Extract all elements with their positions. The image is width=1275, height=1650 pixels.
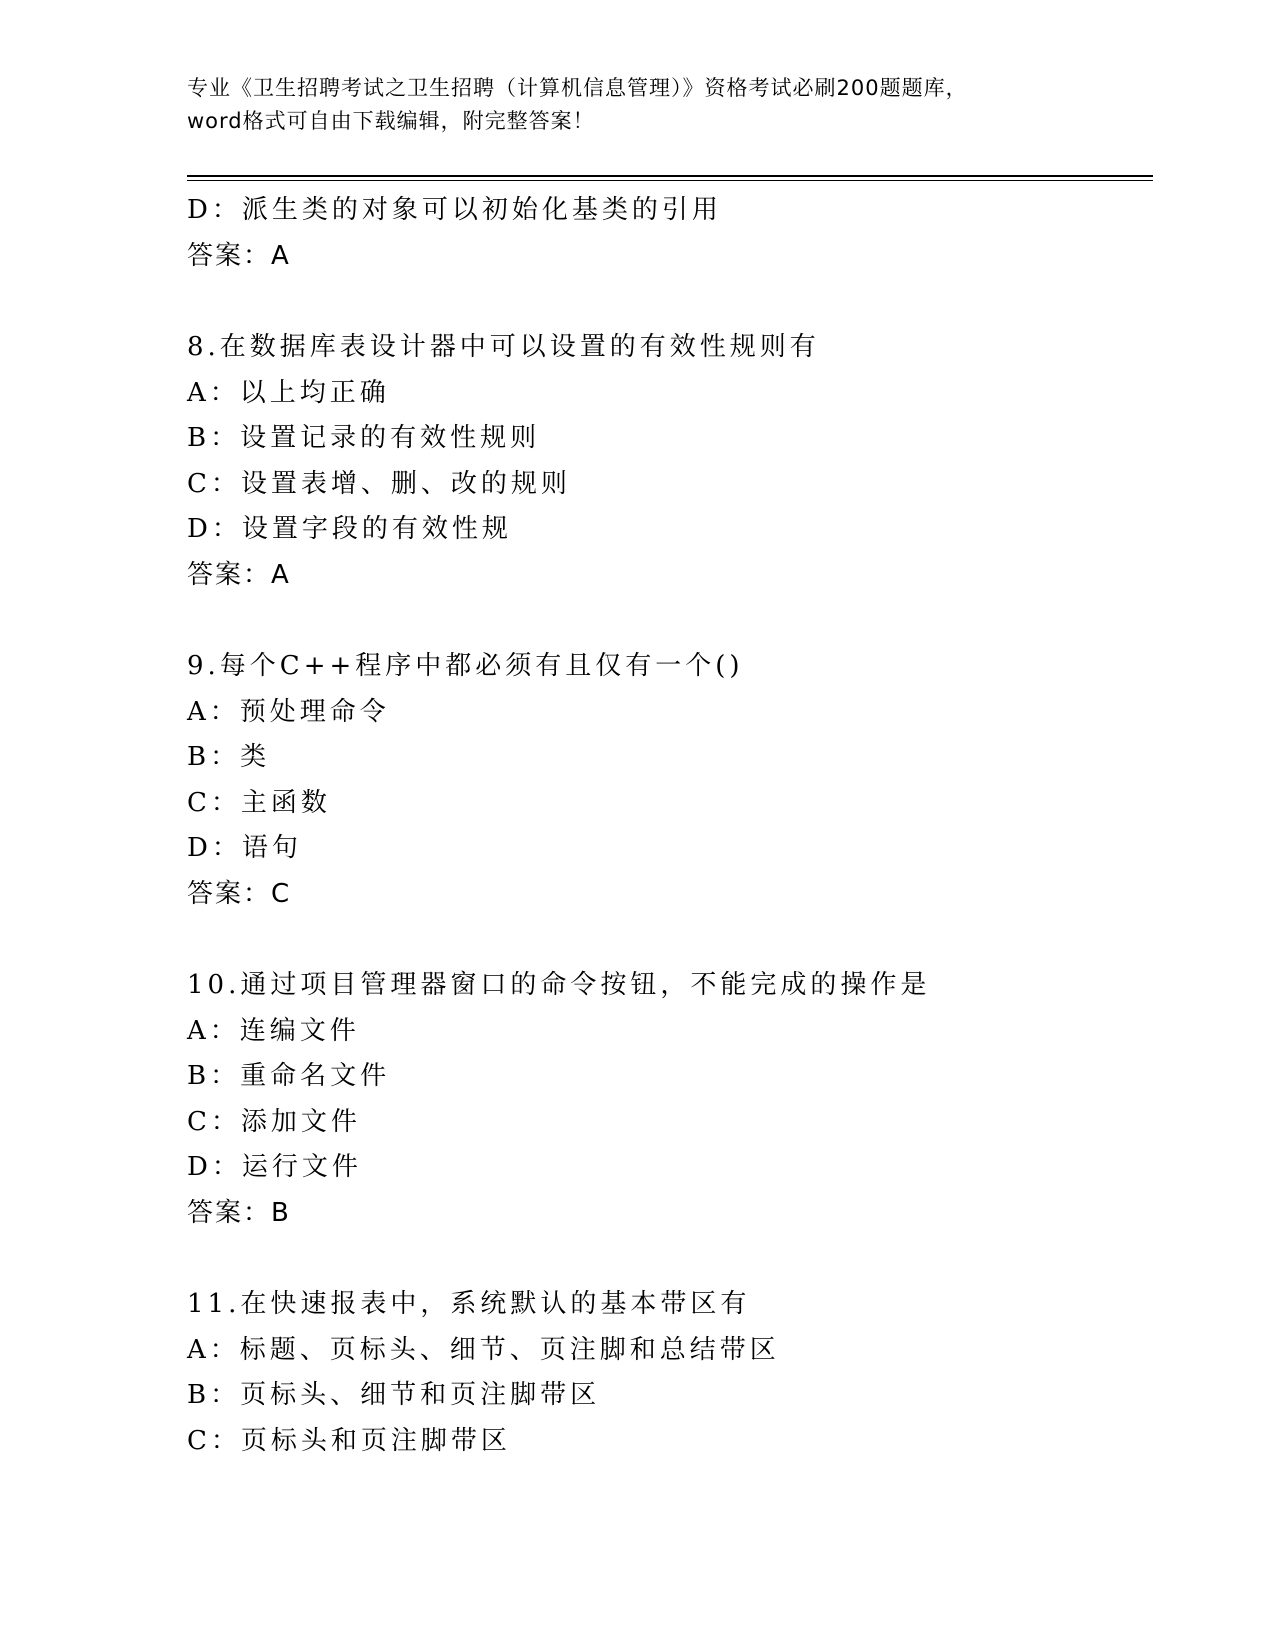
prev-option-d: D：派生类的对象可以初始化基类的引用 (187, 195, 722, 225)
option-b: B：重命名文件 (187, 1061, 391, 1091)
option-d: D：设置字段的有效性规 (187, 514, 512, 544)
option-b: B：设置记录的有效性规则 (187, 423, 541, 453)
option-a: A：以上均正确 (187, 377, 390, 408)
question-8 (187, 325, 1147, 598)
option-a: A：标题、页标头、细节、页注脚和总结带区 (187, 1334, 780, 1365)
question-stem: 10.通过项目管理器窗口的命令按钮，不能完成的操作是 (187, 970, 931, 1000)
option-c: C：主函数 (187, 787, 331, 818)
option-c: C：设置表增、删、改的规则 (187, 468, 571, 499)
header-divider-thick (187, 175, 1153, 177)
document-header (187, 72, 1107, 138)
header-line-1: 专业《卫生招聘考试之卫生招聘（计算机信息管理）》资格考试必刷200题题库， (187, 76, 968, 100)
question-content (187, 188, 1147, 1464)
question-answer: 答案：B (187, 1197, 291, 1228)
option-d: D：运行文件 (187, 1152, 362, 1182)
option-a: A：预处理命令 (187, 696, 390, 727)
option-d: D：语句 (187, 833, 302, 863)
question-answer: 答案：A (187, 559, 291, 590)
question-stem: 8.在数据库表设计器中可以设置的有效性规则有 (187, 332, 820, 362)
question-stem: 11.在快速报表中，系统默认的基本带区有 (187, 1289, 751, 1319)
header-divider-thin (187, 180, 1153, 181)
option-b: B：类 (187, 742, 271, 772)
question-10 (187, 963, 1147, 1236)
question-stem: 9.每个C++程序中都必须有且仅有一个() (187, 651, 744, 681)
prev-answer: 答案：A (187, 240, 291, 271)
option-a: A：连编文件 (187, 1015, 360, 1046)
question-answer: 答案：C (187, 878, 292, 909)
option-b: B：页标头、细节和页注脚带区 (187, 1380, 601, 1410)
question-9 (187, 644, 1147, 917)
question-11 (187, 1282, 1147, 1464)
option-c: C：页标头和页注脚带区 (187, 1425, 511, 1456)
header-line-2: word格式可自由下载编辑，附完整答案！ (187, 109, 595, 133)
option-c: C：添加文件 (187, 1106, 361, 1137)
